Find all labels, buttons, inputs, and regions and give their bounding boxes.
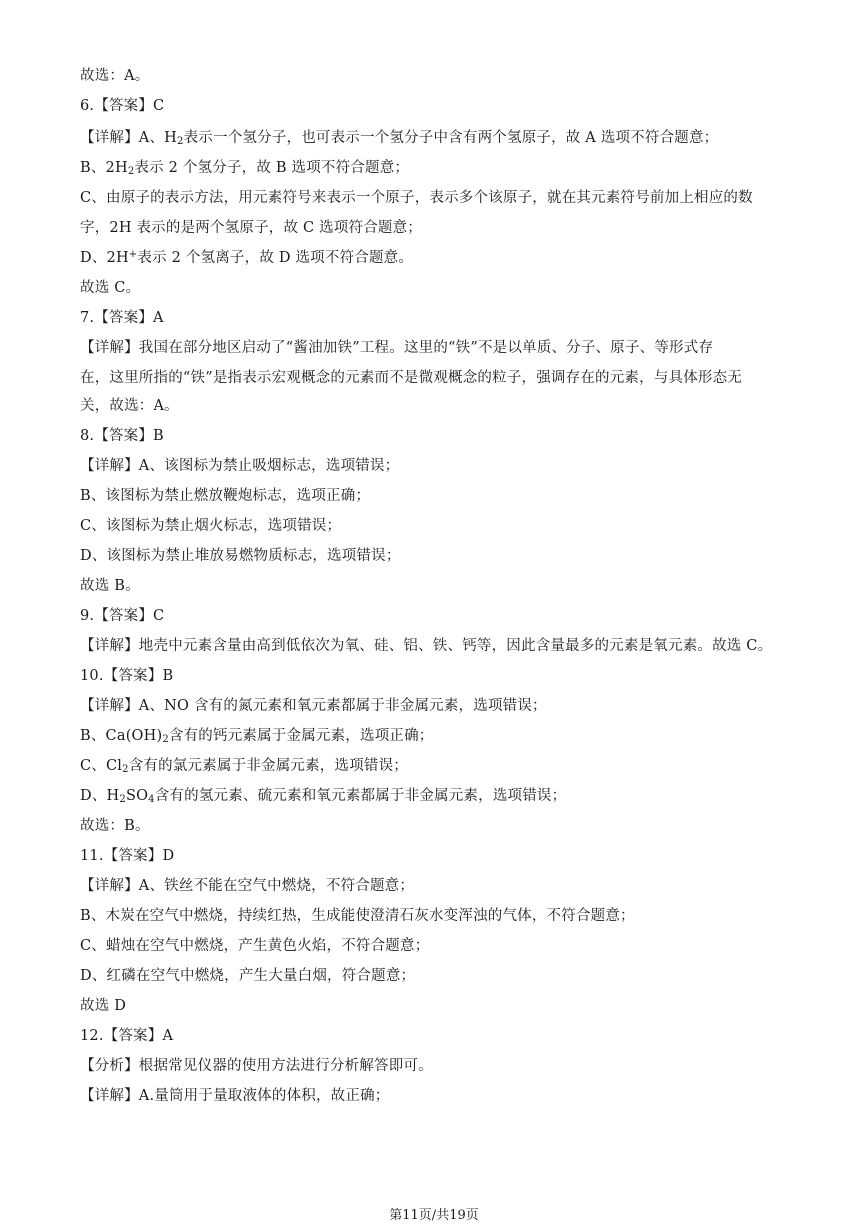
text-line: 6.【答案】C bbox=[80, 98, 165, 114]
text-line: 11.【答案】D bbox=[80, 848, 175, 864]
text-line: 【详解】A.量筒用于量取液体的体积，故正确； bbox=[80, 1088, 390, 1104]
text-line: 字，2H 表示的是两个氢原子，故 C 选项符合题意； bbox=[80, 220, 422, 236]
text-line: B、$2H_2$表示 2 个氢分子，故 B 选项不符合题意； bbox=[80, 160, 410, 177]
text-line: C、该图标为禁止烟火标志，选项错误； bbox=[80, 518, 342, 534]
text-line: C、由原子的表示方法，用元素符号来表示一个原子，表示多个该原子，就在其元素符号前加上相应的数 bbox=[80, 190, 753, 206]
text-line: B、该图标为禁止燃放鞭炮标志，选项正确； bbox=[80, 488, 371, 504]
text-line: D、$H_2SO_4$含有的氢元素、硫元素和氧元素都属于非金属元素，选项错误； bbox=[80, 788, 567, 805]
text-line: 7.【答案】A bbox=[80, 310, 164, 326]
text-line: 故选：B。 bbox=[80, 818, 150, 834]
text-line: D、红磷在空气中燃烧，产生大量白烟，符合题意； bbox=[80, 968, 416, 984]
text-line: 故选 C。 bbox=[80, 280, 141, 296]
page-footer: 第11页/共19页 bbox=[389, 1208, 479, 1223]
text-line: C、蜡烛在空气中燃烧，产生黄色火焰，不符合题意； bbox=[80, 938, 430, 954]
text-line: 在，这里所指的“铁”是指表示宏观概念的元素而不是微观概念的粒子，强调存在的元素，与具体形态无 bbox=[80, 370, 743, 386]
text-line: 故选 B。 bbox=[80, 578, 140, 594]
text-line: 9.【答案】C bbox=[80, 608, 165, 624]
text-line: 8.【答案】B bbox=[80, 428, 164, 444]
text-line: 【详解】A、NO 含有的氮元素和氧元素都属于非金属元素，选项错误； bbox=[80, 698, 547, 714]
text-line: 12.【答案】A bbox=[80, 1028, 174, 1044]
text-line: 故选 D bbox=[80, 998, 127, 1014]
text-line: 【详解】A、$H_2$表示一个氢分子，也可表示一个氢分子中含有两个氢原子，故 A 选项不符合题意； bbox=[80, 130, 719, 147]
text-line: 关，故选：A。 bbox=[80, 398, 179, 414]
text-line: D、该图标为禁止堆放易燃物质标志，选项错误； bbox=[80, 548, 401, 564]
text-line: 【详解】A、该图标为禁止吸烟标志，选项错误； bbox=[80, 458, 400, 474]
text-line: 故选：A。 bbox=[80, 68, 150, 84]
text-line: B、木炭在空气中燃烧，持续红热，生成能使澄清石灰水变浑浊的气体，不符合题意； bbox=[80, 908, 635, 924]
text-line: 【分析】根据常见仪器的使用方法进行分析解答即可。 bbox=[80, 1058, 433, 1074]
text-line: 10.【答案】B bbox=[80, 668, 174, 684]
text-line: 【详解】地壳中元素含量由高到低依次为氧、硅、铝、铁、钙等，因此含量最多的元素是氧元素。故选 C。 bbox=[80, 638, 773, 654]
text-line: C、$Cl_2$含有的氯元素属于非金属元素，选项错误； bbox=[80, 758, 409, 775]
text-line: 【详解】A、铁丝不能在空气中燃烧，不符合题意； bbox=[80, 878, 415, 894]
text-line: 【详解】我国在部分地区启动了“酱油加铁”工程。这里的“铁”不是以单质、分子、原子、等形式存 bbox=[80, 340, 714, 356]
text-line: D、2H+表示 2 个氢离子，故 D 选项不符合题意。 bbox=[80, 249, 414, 266]
text-line: B、$Ca(OH)_2$含有的钙元素属于金属元素，选项正确； bbox=[80, 728, 434, 745]
